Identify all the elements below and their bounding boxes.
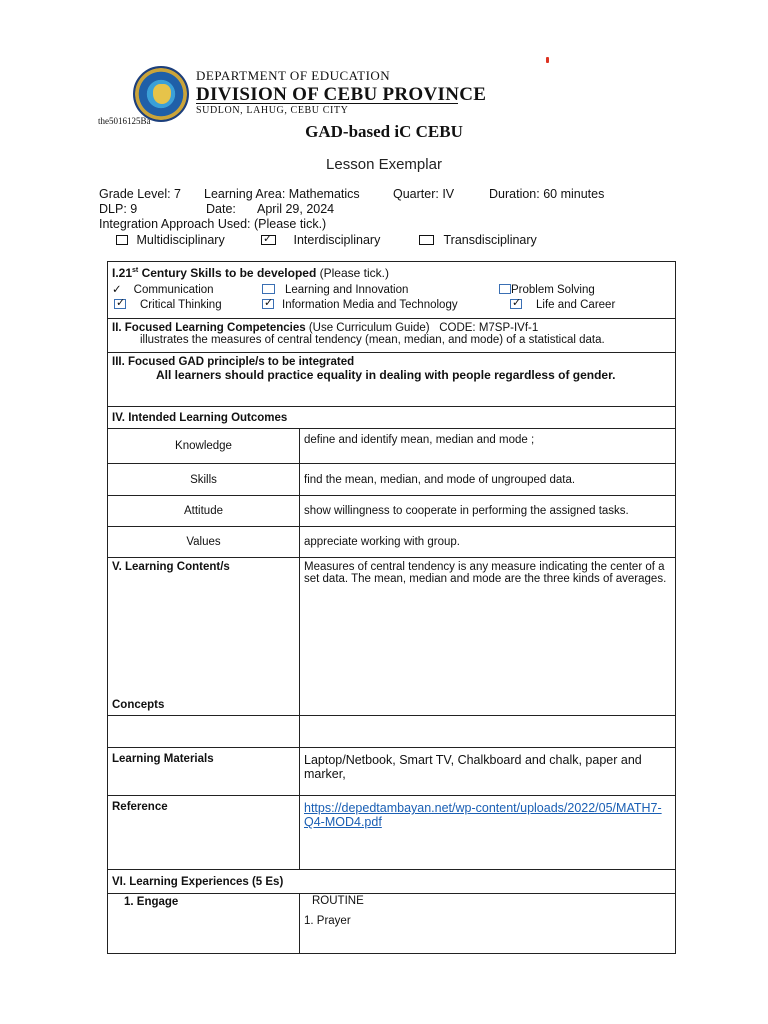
- skill-info-media-tech[interactable]: [262, 299, 458, 311]
- skill-label: Critical Thinking: [140, 299, 222, 311]
- approach-transdisciplinary[interactable]: [419, 233, 537, 247]
- duration: Duration: 60 minutes: [489, 187, 605, 201]
- skill-problem-solving[interactable]: [499, 284, 595, 296]
- document-code: the5016125Ba: [98, 116, 151, 126]
- outcome-value: define and identify mean, median and mode ;: [300, 429, 676, 464]
- competency-code: CODE: M7SP-IVf-1: [439, 322, 539, 334]
- skill-label: Information Media and Technology: [282, 299, 458, 311]
- learning-area: Learning Area: Mathematics: [204, 187, 360, 201]
- content-label-cell: [108, 558, 300, 716]
- skill-label: Life and Career: [536, 299, 616, 311]
- division-address: SUDLON, LAHUG, CEBU CITY: [196, 103, 458, 116]
- outcome-label: Values: [108, 527, 300, 558]
- document-title: GAD-based iC CEBU: [305, 122, 463, 141]
- engage-content: [300, 894, 676, 954]
- approach-label: Multidisciplinary: [136, 233, 225, 247]
- empty-cell: [108, 716, 300, 748]
- section-title: II. Focused Learning Competencies: [112, 322, 306, 334]
- skills-section: [108, 262, 676, 319]
- checked-checkbox-icon[interactable]: [114, 299, 126, 309]
- gad-principle-text: All learners should practice equality in dealing with people regardless of gender.: [156, 368, 616, 382]
- department-name: DEPARTMENT OF EDUCATION: [196, 68, 391, 83]
- empty-cell: [300, 716, 676, 748]
- grade-level: Grade Level: 7: [99, 187, 181, 201]
- integration-label: Integration Approach Used: (Please tick.): [99, 217, 327, 231]
- gad-principle-section: [108, 353, 676, 407]
- skill-label: Problem Solving: [511, 284, 595, 296]
- competencies-section: [108, 319, 676, 353]
- concepts-label: Concepts: [112, 699, 165, 711]
- skill-critical-thinking[interactable]: [114, 299, 222, 311]
- section-note: (Use Curriculum Guide): [308, 322, 430, 334]
- outcome-value: show willingness to cooperate in performing the assigned tasks.: [300, 496, 676, 527]
- section-title: V. Learning Content/s: [112, 561, 230, 573]
- deped-seal-icon: [133, 66, 189, 122]
- prayer-item: 1. Prayer: [304, 915, 351, 927]
- reference-label: Reference: [108, 796, 300, 870]
- outcome-label: Skills: [108, 464, 300, 496]
- content-text: Measures of central tendency is any measure indicating the center of a set data. The mean, median and mode are the three kinds of averages.: [300, 558, 676, 716]
- approach-interdisciplinary[interactable]: [261, 233, 380, 247]
- date-value: April 29, 2024: [257, 202, 335, 216]
- section-title-sup: st: [132, 267, 139, 274]
- reference-cell: [300, 796, 676, 870]
- section-note: (Please tick.): [319, 266, 389, 280]
- dlp-number: DLP: 9: [99, 202, 138, 216]
- division-name: DIVISION OF CEBU PROVINCE: [196, 84, 487, 105]
- approach-label: Transdisciplinary: [443, 233, 537, 247]
- skill-life-career[interactable]: [510, 299, 615, 311]
- checked-checkbox-icon[interactable]: [261, 235, 276, 245]
- skill-learning-innovation[interactable]: [262, 284, 408, 296]
- checked-checkbox-icon[interactable]: [510, 299, 522, 309]
- outcome-label: Knowledge: [108, 429, 300, 464]
- materials-text: Laptop/Netbook, Smart TV, Chalkboard and chalk, paper and marker,: [300, 748, 676, 796]
- engage-label: 1. Engage: [108, 894, 300, 954]
- skill-label: Learning and Innovation: [285, 284, 409, 296]
- routine-label: ROUTINE: [312, 895, 364, 907]
- competency-text: illustrates the measures of central tendency (mean, median, and mode) of a statistical data.: [140, 334, 605, 346]
- section-title: VI. Learning Experiences (5 Es): [108, 870, 676, 894]
- checkbox-icon[interactable]: [419, 235, 434, 245]
- section-title: III. Focused GAD principle/s to be integrated: [112, 356, 355, 368]
- reference-link[interactable]: https://depedtambayan.net/wp-content/uploads/2022/05/MATH7-Q4-MOD4.pdf: [304, 801, 662, 829]
- section-title-rest: Century Skills to be developed: [138, 266, 317, 280]
- approach-label: Interdisciplinary: [293, 233, 381, 247]
- quarter: Quarter: IV: [393, 187, 455, 201]
- checkbox-icon[interactable]: [262, 284, 275, 294]
- red-mark: [546, 57, 549, 63]
- outcome-label: Attitude: [108, 496, 300, 527]
- skill-label: Communication: [133, 284, 214, 296]
- section-title: IV. Intended Learning Outcomes: [108, 407, 676, 429]
- materials-label: Learning Materials: [108, 748, 300, 796]
- approach-multidisciplinary[interactable]: [116, 233, 225, 247]
- checked-checkbox-icon[interactable]: [262, 299, 274, 309]
- outcome-value: appreciate working with group.: [300, 527, 676, 558]
- date-label: Date:: [206, 202, 236, 216]
- document-subtitle: Lesson Exemplar: [326, 156, 442, 173]
- section-title: I.21: [112, 266, 133, 280]
- lesson-table: [107, 261, 676, 954]
- checkbox-icon[interactable]: [499, 284, 511, 294]
- checkmark-icon: ✓: [112, 284, 122, 296]
- checkbox-icon[interactable]: [116, 235, 128, 245]
- skill-communication[interactable]: [112, 282, 214, 296]
- outcome-value: find the mean, median, and mode of ungrouped data.: [300, 464, 676, 496]
